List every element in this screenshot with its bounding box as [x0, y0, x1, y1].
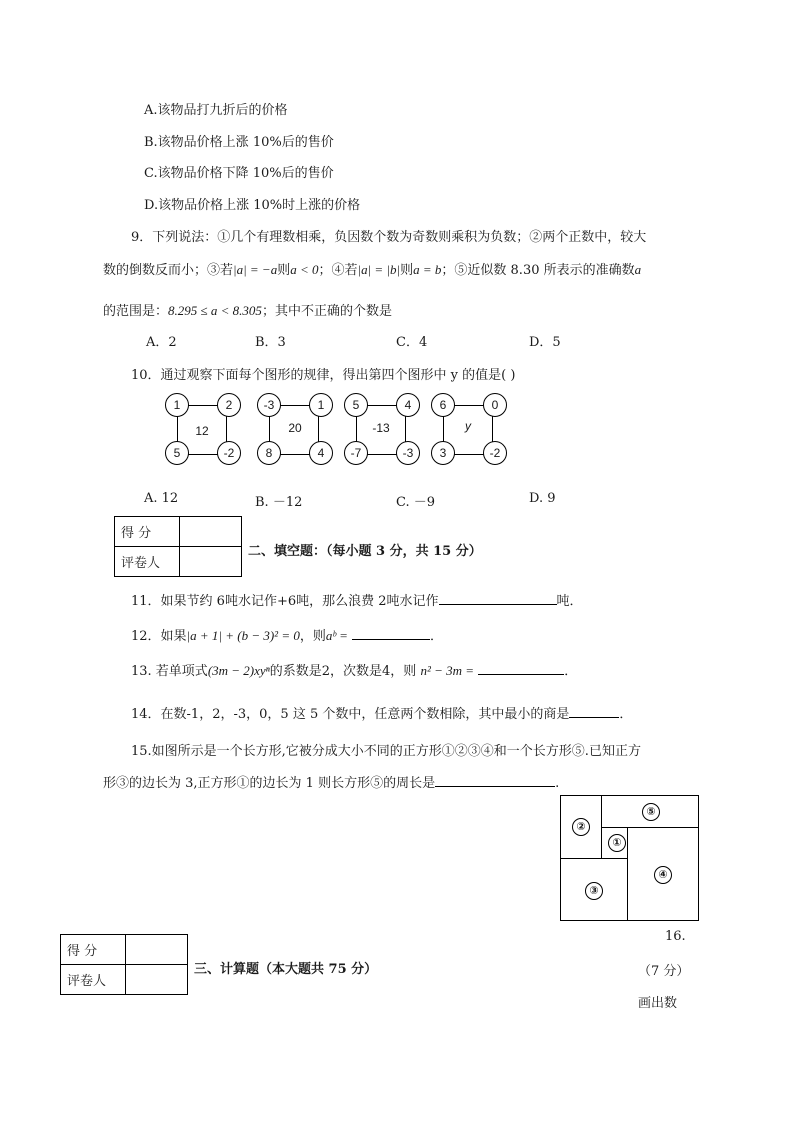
grader-label: 评卷人	[115, 547, 180, 577]
q13-answer-blank[interactable]	[478, 662, 564, 675]
section3-heading: 三、计算题（本大题共 75 分）	[194, 962, 378, 977]
q12-answer-blank[interactable]	[352, 627, 430, 640]
q12: 12．如果|a + 1| + (b − 3)² = 0，则aᵇ = ．	[131, 628, 444, 644]
score-label: 得 分	[115, 517, 180, 547]
q10-stem: 10．通过观察下面每个图形的规律，得出第四个图形中 y 的值是( )	[131, 368, 516, 383]
fig2-top-left: -3	[257, 393, 281, 417]
fig1-bottom-right: -2	[217, 441, 241, 465]
fig3-top-right: 4	[396, 393, 420, 417]
q9-line2: 数的倒数反而小；③若|a| = −a则a < 0；④若|a| = |b|则a = b；⑤近似数 8.30 所表示的准确数a	[103, 262, 642, 278]
q10-option-d: D. 9	[529, 491, 556, 506]
q11-answer-blank[interactable]	[439, 592, 557, 605]
score-table-2	[60, 934, 188, 995]
fig1-top-left: 1	[165, 393, 189, 417]
q15-line2: 形③的边长为 3,正方形①的边长为 1 则长方形⑤的周长是 .	[103, 776, 560, 791]
fig4-center: y	[465, 419, 471, 433]
q16-text: 画出数	[638, 996, 678, 1011]
fig1-bottom-left: 5	[165, 441, 189, 465]
q10-option-a: A. 12	[144, 491, 179, 506]
q9-option-a: A．2	[146, 335, 177, 350]
fig1-top-right: 2	[217, 393, 241, 417]
q9-option-c: C．4	[396, 335, 428, 350]
rect-4-label: ④	[654, 866, 672, 884]
section2-heading: 二、填空题：（每小题 3 分，共 15 分）	[248, 544, 482, 559]
q13: 13. 若单项式(3m − 2)xyⁿ的系数是2，次数是4，则 n² − 3m = ．	[131, 663, 578, 679]
grader-label-2: 评卷人	[61, 965, 126, 995]
fig2-center: 20	[288, 421, 302, 435]
q10-option-c: C. －9	[396, 495, 436, 510]
score-table-1	[114, 516, 242, 577]
q16-score: （7 分）	[638, 964, 690, 979]
grader-cell-2[interactable]	[126, 965, 188, 995]
q10-option-b: B. －12	[255, 495, 303, 510]
fig4-bottom-right: -2	[483, 441, 507, 465]
fig2-bottom-left: 8	[257, 441, 281, 465]
q9-option-d: D．5	[529, 335, 561, 350]
grader-cell[interactable]	[180, 547, 242, 577]
q8-option-d: D.该物品价格上涨 10%时上涨的价格	[144, 198, 361, 213]
q8-option-c: C.该物品价格下降 10%后的售价	[144, 166, 334, 181]
score-cell-2[interactable]	[126, 935, 188, 965]
q14: 14．在数-1，2，-3，0，5 这 5 个数中，任意两个数相除，其中最小的商是 ．	[131, 707, 633, 722]
fig3-top-left: 5	[344, 393, 368, 417]
fig2-bottom-right: 4	[309, 441, 333, 465]
q16-number: 16.	[665, 929, 686, 944]
fig3-bottom-right: -3	[396, 441, 420, 465]
rect-2-label: ②	[572, 818, 590, 836]
q9-line1: 9．下列说法：①几个有理数相乘，负因数个数为奇数则乘积为负数；②两个正数中，较大	[131, 230, 647, 245]
fig4-bottom-left: 3	[431, 441, 455, 465]
q8-option-a: A.该物品打九折后的价格	[144, 103, 288, 118]
q9-line3: 的范围是：8.295 ≤ a < 8.305；其中不正确的个数是	[103, 303, 392, 319]
rect-3-label: ③	[585, 882, 603, 900]
fig4-top-left: 6	[431, 393, 455, 417]
score-label-2: 得 分	[61, 935, 126, 965]
q9-option-b: B．3	[255, 335, 286, 350]
rect-5-label: ⑤	[642, 803, 660, 821]
fig3-bottom-left: -7	[344, 441, 368, 465]
score-cell[interactable]	[180, 517, 242, 547]
fig4-top-right: 0	[483, 393, 507, 417]
fig2-top-right: 1	[309, 393, 333, 417]
q15-answer-blank[interactable]	[435, 774, 555, 787]
rect-1-label: ①	[608, 834, 626, 852]
q15-line1: 15.如图所示是一个长方形,它被分成大小不同的正方形①②③④和一个长方形⑤.已知正方	[131, 744, 641, 759]
fig1-center: 12	[195, 424, 209, 438]
q14-answer-blank[interactable]	[569, 705, 619, 718]
q11: 11．如果节约 6吨水记作+6吨，那么浪费 2吨水记作 吨．	[131, 594, 583, 609]
q8-option-b: B.该物品价格上涨 10%后的售价	[144, 135, 334, 150]
fig3-center: -13	[372, 421, 390, 435]
